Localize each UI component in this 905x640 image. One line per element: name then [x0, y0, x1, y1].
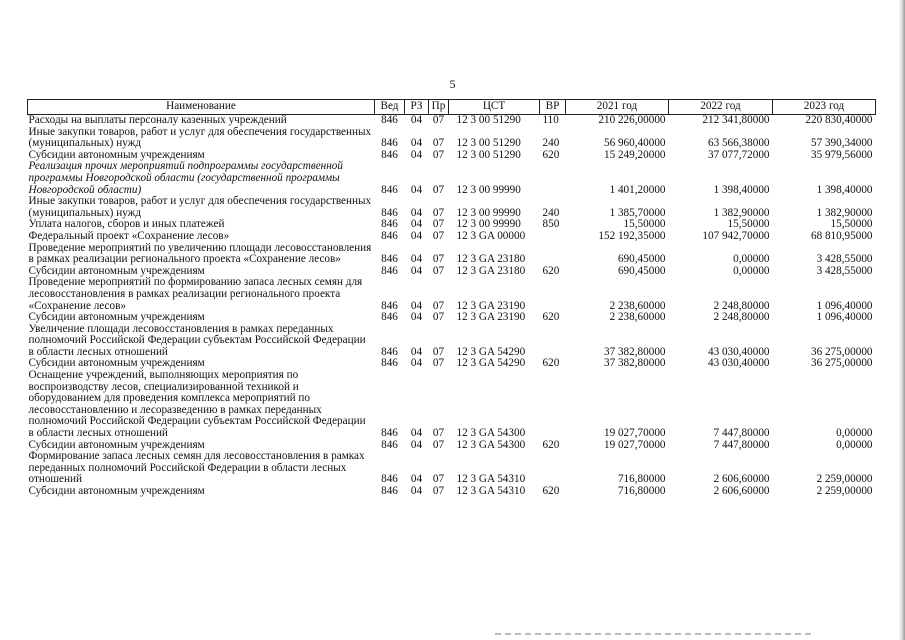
cell-pr: 07: [432, 137, 445, 150]
header-cst: ЦСТ: [449, 100, 540, 115]
cell-cst: 12 3 GA 23180: [456, 253, 526, 266]
table-row: [28, 115, 876, 127]
cell-vr: 620: [542, 485, 560, 497]
cell-pr: 07: [432, 357, 445, 370]
cell-pr: 07: [432, 148, 445, 161]
cell-ved: 846: [381, 206, 398, 219]
cell-pr: 07: [432, 218, 445, 231]
cell-ved: 846: [381, 345, 398, 358]
header-rz: РЗ: [405, 100, 429, 115]
cell-cst: 12 3 GA 00000: [456, 229, 526, 242]
table-row: [28, 451, 876, 486]
cell-y2021: 690,45000: [617, 253, 666, 266]
cell-ved: 846: [381, 299, 398, 312]
cell-cst: 12 3 00 51290: [456, 148, 521, 161]
cell-rz: 04: [410, 218, 423, 231]
cell-rz: 04: [410, 229, 423, 242]
cell-y2021: 2 238,60000: [609, 299, 666, 312]
cell-name: Субсидии автономным учреждениям: [28, 357, 205, 370]
cell-name: Федеральный проект «Сохранение лесов»: [28, 229, 230, 242]
table-row: [28, 161, 876, 196]
cell-ved: 846: [381, 218, 398, 231]
cell-ved: 846: [381, 427, 398, 440]
cell-vr: [540, 161, 566, 196]
cell-y2023: 1 382,90000: [816, 206, 873, 219]
cell-y2021: 37 382,80000: [603, 345, 666, 358]
table-row: [28, 277, 876, 312]
cell-y2023: 3 428,55000: [816, 264, 873, 277]
cell-vr: [540, 243, 566, 266]
cell-vr: 850: [542, 218, 560, 231]
table-row: [28, 370, 876, 440]
cell-name: Уплата налогов, сборов и иных платежей: [28, 218, 225, 231]
cell-ved: 846: [381, 137, 398, 150]
cell-vr: 620: [542, 357, 560, 370]
cell-name: Субсидии автономным учреждениям: [28, 311, 205, 324]
table-row: [28, 486, 876, 498]
cell-y2021: 15,50000: [623, 218, 666, 231]
cell-y2021: 716,80000: [617, 485, 666, 497]
cell-y2023: 1 096,40000: [816, 299, 873, 312]
cell-name: Оснащение учреждений, выполняющих мероприятия по воспроизводству лесов, специализированной техникой и оборудованием для проведения комплекса мероприятий по лесовосстановлению и лесоразведению в рамках переданных полномочий Российской Федерации субъектам Российской Федерации в области лесных отношений: [28, 369, 366, 440]
header-name: Наименование: [28, 100, 375, 115]
cell-vr: [540, 277, 566, 312]
cell-name: Увеличение площади лесовосстановления в рамках переданных полномочий Российской Федерации субъектам Российской Федерации в области лесных отношений: [28, 322, 366, 358]
cell-y2021: 15 249,20000: [603, 148, 666, 161]
cell-y2022: 43 030,40000: [707, 345, 770, 358]
cell-name: Иные закупки товаров, работ и услуг для обеспечения государственных (муниципальных) нужд: [28, 125, 372, 150]
cell-rz: 04: [410, 183, 423, 196]
cell-name: Проведение мероприятий по увеличению площади лесовосстановления в рамках реализации регионального проекта «Сохранение лесов»: [28, 241, 372, 266]
header-2023: 2023 год: [773, 100, 876, 115]
cell-vr: [540, 231, 566, 243]
cell-name: Расходы на выплаты персоналу казенных учреждений: [28, 114, 287, 126]
cell-vr: 620: [542, 148, 560, 161]
cell-y2022: 2 248,80000: [713, 299, 770, 312]
cell-rz: 04: [410, 485, 423, 497]
cell-y2023: 1 096,40000: [816, 311, 873, 324]
cell-ved: 846: [381, 148, 398, 161]
cell-y2021: 1 385,70000: [609, 206, 666, 219]
cell-cst: 12 3 00 51290: [456, 114, 521, 126]
cell-name: Субсидии автономным учреждениям: [28, 438, 205, 451]
header-2021: 2021 год: [566, 100, 669, 115]
cell-name: Иные закупки товаров, работ и услуг для обеспечения государственных (муниципальных) нужд: [28, 195, 372, 219]
cell-y2021: 19 027,70000: [603, 427, 666, 440]
cell-name: Субсидии автономным учреждениям: [28, 264, 205, 277]
cell-y2022: 43 030,40000: [707, 357, 770, 370]
cell-rz: 04: [410, 253, 423, 266]
cell-pr: 07: [432, 345, 445, 358]
cell-cst: 12 3 00 99990: [456, 206, 521, 219]
cell-ved: 846: [381, 229, 398, 242]
cell-vr: 240: [542, 137, 560, 150]
cell-vr: 620: [542, 438, 560, 451]
cell-y2021: 37 382,80000: [603, 357, 666, 370]
table-row: [28, 231, 876, 243]
cell-cst: 12 3 GA 54290: [456, 357, 526, 370]
cell-vr: [540, 324, 566, 359]
cell-y2022: 7 447,80000: [713, 427, 770, 440]
cell-cst: 12 3 GA 54310: [456, 485, 526, 497]
cell-cst: 12 3 00 51290: [456, 137, 521, 150]
table-header-row: [28, 100, 876, 115]
cell-vr: [540, 370, 566, 440]
table-body: [28, 115, 876, 498]
cell-y2022: 63 566,38000: [707, 137, 770, 150]
cell-y2022: 1 398,40000: [713, 183, 770, 196]
cell-rz: 04: [410, 148, 423, 161]
cell-pr: 07: [432, 311, 445, 324]
cell-y2021: 56 960,40000: [603, 137, 666, 150]
cell-name: Проведение мероприятий по формированию запаса лесных семян для лесовосстановления в рамках реализации регионального проекта «Сохранение лесов»: [28, 276, 363, 312]
cell-y2022: 212 341,80000: [702, 114, 770, 126]
cell-cst: 12 3 GA 54300: [456, 438, 526, 451]
cell-y2021: 210 226,00000: [598, 114, 666, 126]
cell-ved: 846: [381, 485, 398, 497]
cell-pr: 07: [432, 183, 445, 196]
cell-y2021: 1 401,20000: [609, 183, 666, 196]
cell-y2023: 35 979,56000: [810, 148, 873, 161]
cell-y2021: 152 192,35000: [598, 229, 666, 242]
cell-cst: 12 3 00 99990: [456, 218, 521, 231]
cell-y2023: 220 830,40000: [805, 114, 873, 126]
cell-pr: 07: [432, 253, 445, 266]
cell-pr: 07: [432, 485, 445, 497]
cell-cst: 12 3 GA 54310: [456, 473, 526, 486]
cell-cst: 12 3 GA 54290: [456, 345, 526, 358]
cell-y2023: 36 275,00000: [810, 345, 873, 358]
table-row: [28, 196, 876, 219]
cell-vr: [540, 451, 566, 486]
table-row: [28, 127, 876, 150]
cell-y2022: 7 447,80000: [713, 438, 770, 451]
cell-y2022: 37 077,72000: [707, 148, 770, 161]
page-number: 5: [449, 77, 456, 91]
cell-pr: 07: [432, 299, 445, 312]
cell-y2021: 2 238,60000: [609, 311, 666, 324]
cell-name: Реализация прочих мероприятий подпрограммы государственной программы Новгородской области (государственной программы Новгородской области): [28, 160, 343, 196]
cell-y2023: 2 259,00000: [816, 485, 873, 497]
cell-vr: 620: [542, 264, 560, 277]
cell-vr: 110: [542, 114, 559, 126]
cell-pr: 07: [432, 473, 445, 486]
cell-ved: 846: [381, 183, 398, 196]
cell-y2023: 3 428,55000: [816, 253, 873, 266]
cell-ved: 846: [381, 438, 398, 451]
cell-name: Формирование запаса лесных семян для лесовосстановления в рамках переданных полномочий Российской Федерации в области лесных отношений: [28, 450, 365, 486]
cell-rz: 04: [410, 114, 423, 126]
cell-pr: 07: [432, 206, 445, 219]
cell-rz: 04: [410, 438, 423, 451]
cell-y2022: 107 942,70000: [702, 229, 770, 242]
cell-y2023: 57 390,34000: [810, 137, 873, 150]
cell-y2022: 1 382,90000: [713, 206, 770, 219]
cell-ved: 846: [381, 311, 398, 324]
cell-y2022: 0,00000: [733, 253, 770, 266]
cell-y2023: 0,00000: [836, 438, 873, 451]
cell-cst: 12 3 00 99990: [456, 183, 521, 196]
cell-ved: 846: [381, 114, 398, 126]
cell-cst: 12 3 GA 23190: [456, 299, 526, 312]
cell-y2023: 36 275,00000: [810, 357, 873, 370]
cell-name: Субсидии автономным учреждениям: [28, 485, 205, 497]
cell-y2022: 2 248,80000: [713, 311, 770, 324]
cell-ved: 846: [381, 473, 398, 486]
cell-y2022: 15,50000: [727, 218, 770, 231]
cell-cst: 12 3 GA 23180: [456, 264, 526, 277]
cell-cst: 12 3 GA 23190: [456, 311, 526, 324]
table-row: [28, 312, 876, 324]
scan-edge-shadow: [899, 0, 905, 640]
table-row: [28, 243, 876, 266]
cell-y2023: 0,00000: [836, 427, 873, 440]
cell-name: Субсидии автономным учреждениям: [28, 148, 205, 161]
cell-y2023: 2 259,00000: [816, 473, 873, 486]
cell-cst: 12 3 GA 54300: [456, 427, 526, 440]
cell-pr: 07: [432, 114, 445, 126]
cell-y2021: 716,80000: [617, 473, 666, 486]
cell-vr: 240: [542, 206, 560, 219]
cell-rz: 04: [410, 264, 423, 277]
cell-pr: 07: [432, 264, 445, 277]
cell-rz: 04: [410, 299, 423, 312]
cell-y2022: 2 606,60000: [713, 485, 770, 497]
cell-y2022: 2 606,60000: [713, 473, 770, 486]
cell-pr: 07: [432, 438, 445, 451]
header-pr: Пр: [429, 100, 449, 115]
cell-rz: 04: [410, 345, 423, 358]
cell-rz: 04: [410, 206, 423, 219]
cell-pr: 07: [432, 229, 445, 242]
cell-rz: 04: [410, 473, 423, 486]
cell-y2023: 15,50000: [830, 218, 873, 231]
cell-ved: 846: [381, 253, 398, 266]
cell-y2023: 68 810,95000: [810, 229, 873, 242]
cell-vr: 620: [542, 311, 560, 324]
cell-y2022: 0,00000: [733, 264, 770, 277]
cell-rz: 04: [410, 357, 423, 370]
header-vr: ВР: [540, 100, 566, 115]
budget-table: [27, 99, 876, 498]
cell-ved: 846: [381, 264, 398, 277]
cell-rz: 04: [410, 427, 423, 440]
cell-rz: 04: [410, 311, 423, 324]
cell-y2023: 1 398,40000: [816, 183, 873, 196]
cell-ved: 846: [381, 357, 398, 370]
cell-rz: 04: [410, 137, 423, 150]
table-row: [28, 324, 876, 359]
header-ved: Вед: [375, 100, 405, 115]
cell-y2021: 19 027,70000: [603, 438, 666, 451]
cell-pr: 07: [432, 427, 445, 440]
scan-noise-line: [495, 633, 815, 635]
header-2022: 2022 год: [669, 100, 773, 115]
cell-y2021: 690,45000: [617, 264, 666, 277]
